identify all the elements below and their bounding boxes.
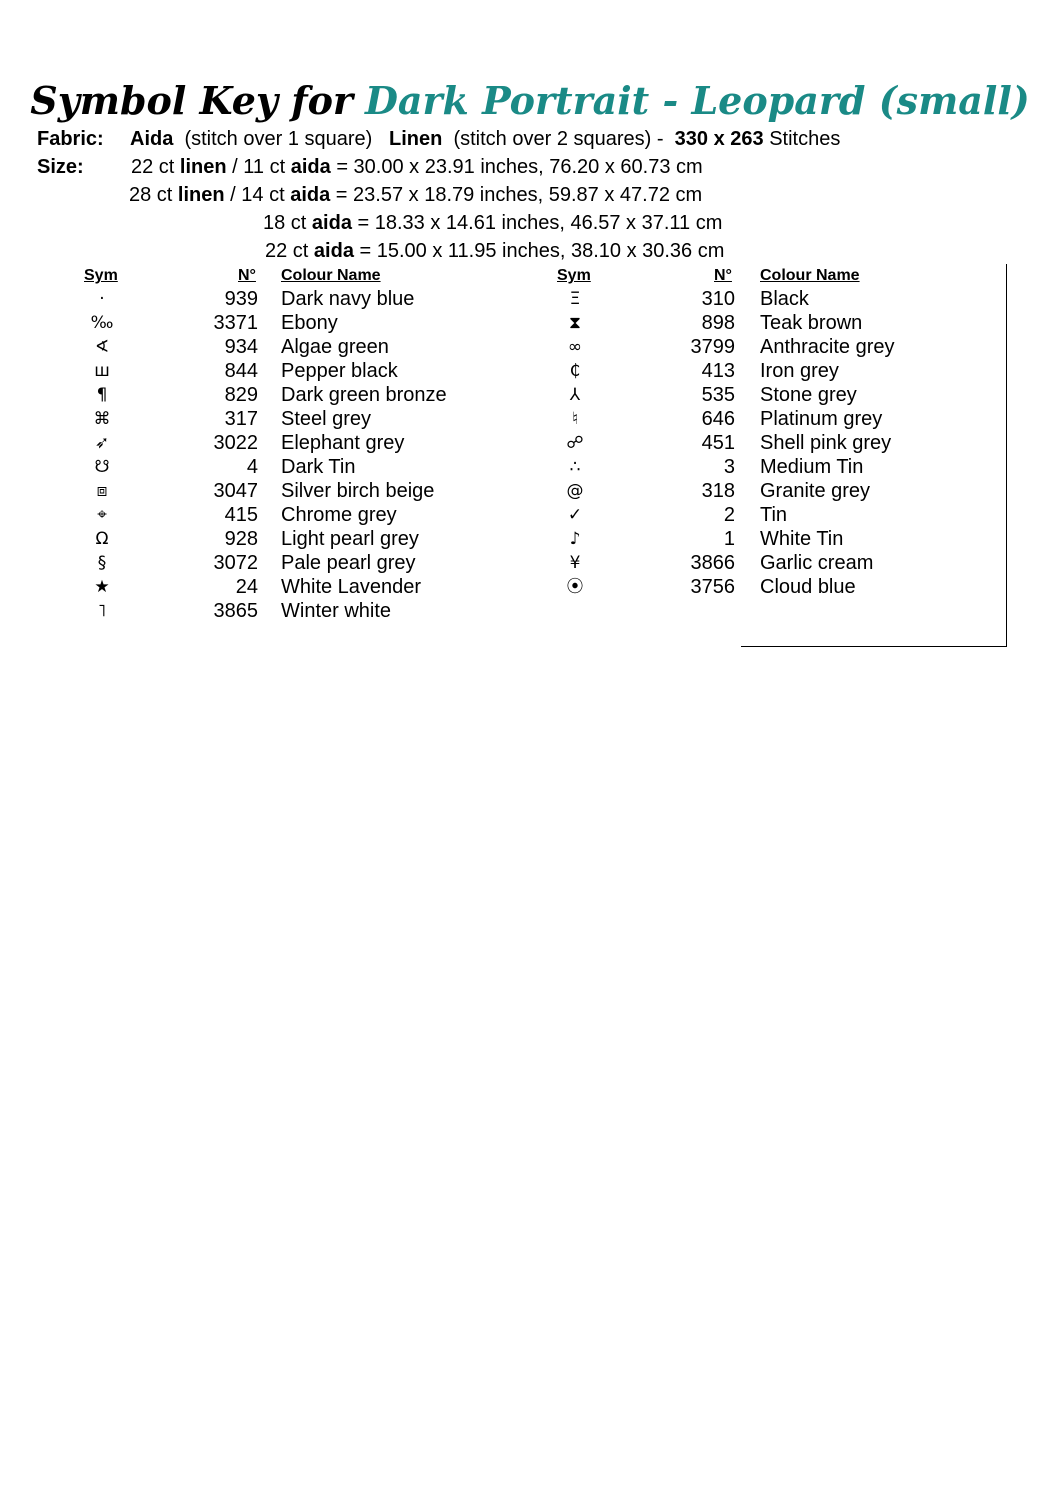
symbol-glyph: ∞ — [567, 337, 583, 357]
symbol-glyph: ∴ — [569, 457, 581, 477]
floss-number: 310 — [701, 288, 735, 310]
symbol-glyph: ш — [94, 361, 110, 381]
stitches-word: Stitches — [769, 128, 841, 150]
colour-name: Iron grey — [760, 360, 839, 382]
symbol-glyph: ⦿ — [566, 577, 584, 597]
colour-name: Chrome grey — [281, 504, 397, 526]
symbol-glyph: ★ — [94, 577, 110, 597]
floss-number: 3047 — [213, 480, 258, 502]
symbol-glyph: Ω — [95, 529, 109, 549]
colour-name: Medium Tin — [760, 456, 864, 478]
colour-name: Anthracite grey — [760, 336, 895, 358]
fabric-line — [130, 128, 840, 151]
floss-number: 829 — [224, 384, 258, 406]
symbol-glyph: ♮ — [571, 409, 579, 429]
floss-number: 3866 — [690, 552, 735, 574]
colour-name: Dark green bronze — [281, 384, 447, 406]
stitch-count: 330 x 263 — [674, 128, 764, 150]
size-dims: = 23.57 x 18.79 inches, 59.87 x 47.72 cm — [335, 184, 703, 206]
header-num-right: N° — [714, 267, 732, 284]
header-num-left: N° — [238, 267, 256, 284]
floss-number: 1 — [723, 528, 735, 550]
colour-name: Granite grey — [760, 480, 871, 502]
colour-name: Tin — [760, 504, 788, 526]
fabric-aida-note: (stitch over 1 square) — [184, 128, 373, 150]
floss-number: 844 — [224, 360, 258, 382]
colour-name: Shell pink grey — [760, 432, 892, 454]
fabric-label: Fabric: — [37, 128, 104, 150]
floss-number: 413 — [701, 360, 735, 382]
title-lead: Symbol Key for — [30, 78, 353, 123]
header-sym-left: Sym — [84, 267, 118, 284]
floss-number: 317 — [224, 408, 258, 430]
floss-number: 3072 — [213, 552, 258, 574]
colour-name: Silver birch beige — [281, 480, 435, 502]
size-fabric: aida — [290, 184, 331, 206]
floss-number: 4 — [246, 456, 258, 478]
size-dims: = 30.00 x 23.91 inches, 76.20 x 60.73 cm — [336, 156, 703, 178]
pattern-name: Dark Portrait - Leopard (small) — [364, 78, 1030, 123]
symbol-glyph: ⌘ — [93, 409, 111, 429]
symbol-glyph: ⧗ — [569, 313, 581, 333]
symbol-glyph: ⧈ — [96, 481, 108, 501]
colour-name: Platinum grey — [760, 408, 883, 430]
colour-name: Black — [760, 288, 809, 310]
symbol-glyph: ♪ — [569, 529, 581, 549]
table-right-border — [1006, 264, 1007, 647]
symbol-glyph: § — [97, 553, 107, 573]
symbol-glyph: ➶ — [94, 433, 110, 453]
size-sep: / 11 ct — [232, 156, 286, 178]
floss-number: 2 — [723, 504, 735, 526]
size-dims: = 18.33 x 14.61 inches, 46.57 x 37.11 cm — [357, 212, 723, 234]
colour-name: Algae green — [281, 336, 389, 358]
symbol-glyph: ¶ — [96, 385, 108, 405]
size-fabric: aida — [313, 240, 354, 262]
page-title — [0, 78, 1060, 123]
colour-name: Steel grey — [281, 408, 372, 430]
colour-name: White Lavender — [281, 576, 422, 598]
symbol-glyph: ✓ — [567, 505, 583, 525]
floss-number: 535 — [701, 384, 735, 406]
floss-number: 3799 — [690, 336, 735, 358]
colour-name: Light pearl grey — [281, 528, 419, 550]
floss-number: 3865 — [213, 600, 258, 622]
header-sym-right: Sym — [557, 267, 591, 284]
size-dims: = 15.00 x 11.95 inches, 38.10 x 30.36 cm — [359, 240, 725, 262]
size-ct: 18 ct — [263, 212, 307, 234]
colour-name: Cloud blue — [760, 576, 856, 598]
size-fabric: aida — [290, 156, 331, 178]
colour-name: Winter white — [281, 600, 392, 622]
size-line — [131, 156, 703, 179]
floss-number: 939 — [224, 288, 258, 310]
floss-number: 3756 — [690, 576, 735, 598]
symbol-glyph: ₵ — [569, 361, 581, 381]
size-label: Size: — [37, 156, 84, 178]
table-bottom-border — [741, 646, 1007, 647]
size-fabric: linen — [177, 184, 225, 206]
symbol-glyph: ‰ — [90, 313, 114, 333]
fabric-linen-note: (stitch over 2 squares) - — [453, 128, 664, 150]
symbol-glyph: @ — [566, 481, 584, 501]
size-fabric: aida — [311, 212, 352, 234]
colour-name: Stone grey — [760, 384, 857, 406]
floss-number: 934 — [224, 336, 258, 358]
colour-name: Dark Tin — [281, 456, 356, 478]
colour-name: Dark navy blue — [281, 288, 415, 310]
colour-name: Pepper black — [281, 360, 398, 382]
size-fabric: linen — [179, 156, 227, 178]
symbol-glyph: ☋ — [94, 457, 110, 477]
size-sep: / 14 ct — [230, 184, 285, 206]
colour-name: Pale pearl grey — [281, 552, 416, 574]
size-line — [263, 212, 722, 235]
size-line — [265, 240, 724, 263]
symbol-glyph: ⅄ — [569, 385, 581, 405]
fabric-linen: Linen — [389, 128, 443, 150]
colour-name: White Tin — [760, 528, 844, 550]
floss-number: 898 — [701, 312, 735, 334]
symbol-glyph: ⌖ — [97, 505, 107, 525]
floss-number: 318 — [701, 480, 735, 502]
floss-number: 3371 — [213, 312, 258, 334]
size-line — [129, 184, 702, 207]
symbol-glyph: Ξ — [569, 289, 581, 309]
symbol-glyph: ∢ — [94, 337, 110, 357]
fabric-aida: Aida — [130, 128, 174, 150]
symbol-glyph: ☍ — [566, 433, 584, 453]
symbol-glyph: ˥ — [97, 601, 107, 621]
colour-name: Elephant grey — [281, 432, 405, 454]
size-ct: 22 ct — [265, 240, 309, 262]
size-ct: 28 ct — [129, 184, 173, 206]
floss-number: 415 — [224, 504, 258, 526]
colour-name: Garlic cream — [760, 552, 874, 574]
symbol-glyph: · — [99, 289, 105, 309]
colour-name: Ebony — [281, 312, 338, 334]
floss-number: 3 — [723, 456, 735, 478]
colour-name: Teak brown — [760, 312, 863, 334]
floss-number: 928 — [224, 528, 258, 550]
floss-number: 451 — [701, 432, 735, 454]
floss-number: 24 — [235, 576, 258, 598]
header-name-left: Colour Name — [281, 267, 381, 284]
floss-number: 646 — [701, 408, 735, 430]
header-name-right: Colour Name — [760, 267, 860, 284]
floss-number: 3022 — [213, 432, 258, 454]
size-ct: 22 ct — [131, 156, 175, 178]
symbol-glyph: ¥ — [569, 553, 581, 573]
